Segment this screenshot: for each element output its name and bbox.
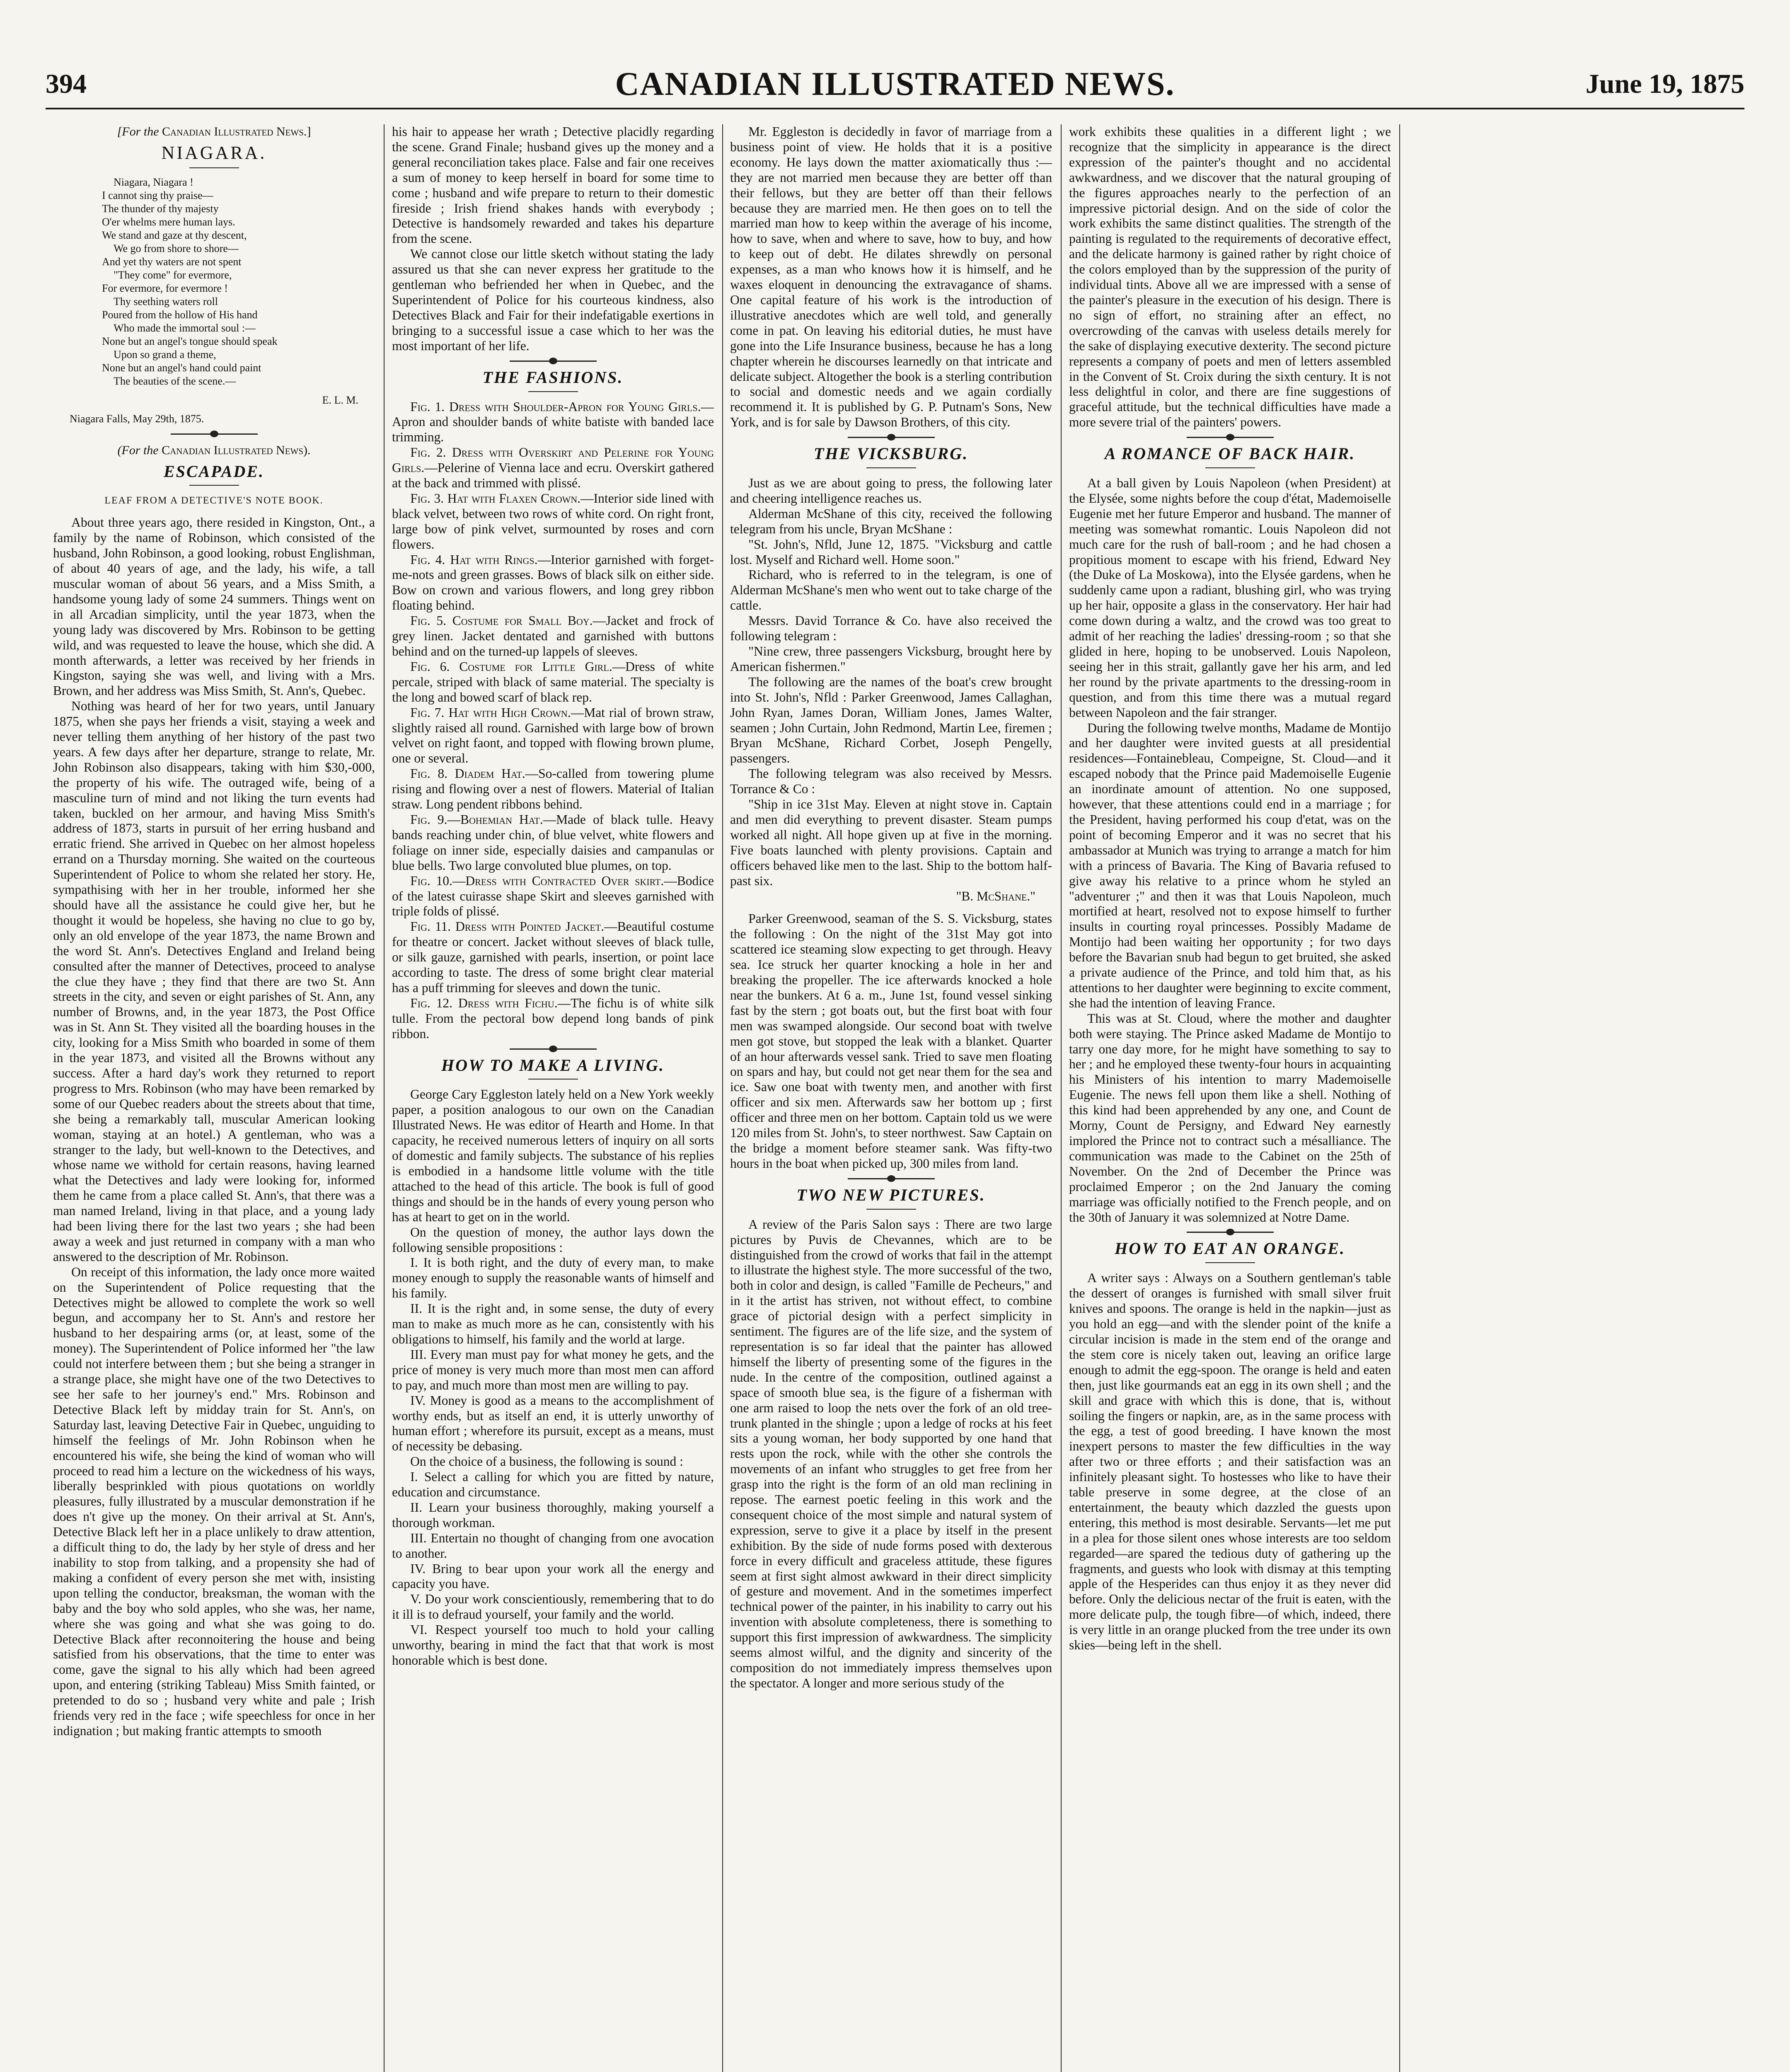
masthead [46, 58, 1744, 109]
column-1 [53, 124, 375, 2072]
section-ornament [848, 1178, 935, 1179]
article-paragraph: On receipt of this information, the lady once more waited on the Superintendent of Police requesting that the Detectives might be allowed to complete the work so well begun, and accompany her to St. Ann's and restore her husband to her despairing arms (or, at least, some of the money). The Superintendent of Police informed her "the law could not interfere between them ; but she being a stranger in a strange place, she might have one of the two Detectives to see her safe to her journey's end." Mrs. Robinson and Detective Black left by midday train for St. Ann's, on Saturday last, leaving Detective Fair in Quebec, unguiding to himself the feelings of Mr. John Robinson when he encountered his wife, she being the kind of woman who will proceed to read him a lecture on the wickedness of his ways, liberally besprinkled with pious quotations on worldly pleasures, fully illustrated by a muscular demonstration if he does n't give up the money. On their arrival at St. Ann's, Detective Black left her in a place unlikely to draw attention, a difficult thing to do, the lady by her style of dress and her inability to stop from talking, and a propensity she had of making a confident of every person she met with, insisting upon telling the conductor, breaksman, the woman with the baby and the boy who sold apples, who she was, her name, where she was going and what she was going to do. Detective Black after reconnoitering the house and being satisfied from his observations, that the time to enter was come, gave the signal to his ally which had been agreed upon, and entering (striking Tableau) Miss Smith fainted, or pretended to do so ; husband very white and pale ; Irish friends very red in the face ; wife speechless for once in her indignation ; but making frantic attempts to smooth [53, 1264, 375, 1738]
poem-line: Poured from the hollow of His hand [102, 308, 258, 321]
escapade-title: ESCAPADE. [164, 462, 264, 481]
article-paragraph: A review of the Paris Salon says : There are two large pictures by Puvis de Chevannes, which are to be distinguished from the crowd of works that fail in the attempt to illustrate the highest style. The more successful of the two, both in color and design, is called "Famille de Pecheurs," and in it the artist has striven, not without effect, to combine grace of pictorial design with a perfect simplicity in sentiment. The figures are of the life size, and the system of representation is so far ideal that the painter has allowed himself the liberty of presenting some of the figures in the nude. In the centre of the composition, outlined against a space of smooth blue sea, is the figure of a fisherman with one arm raised to loop the nets over the fork of an old tree-trunk planted in the shingle ; upon a ledge of rocks at his feet sits a young woman, her body supported by one hand that rests upon the rock, while with the other she controls the movements of an infant who struggles to get free from her grasp into the right is the form of an old man reclining in repose. The earnest poetic feeling in this work and the consequent choice of the most simple and natural system of expression, serve to give it a place by itself in the present exhibition. By the side of nude forms posed with dexterous force in every difficult and graceless attitude, these figures seem at first sight almost awkward in their direct simplicity of gesture and movement. And in the sometimes imperfect technical power of the painter, in his inability to carry out his invention with absolute completeness, there is something to support this first impression of awkwardness. The simplicity seems almost wilful, and the dignity and sincerity of the composition do not immediately impress themselves upon the spectator. A longer and more serious study of the [730, 1217, 1052, 1690]
article-paragraph: Just as we are about going to press, the following later and cheering intelligence reaches us. [730, 476, 1052, 506]
poem-line: None but an angel's hand could paint [102, 361, 261, 374]
article-paragraph: About three years ago, there resided in Kingston, Ont., a family by the name of Robinson, which consisted of the husband, John Robinson, a good looking, robust Englishman, of about 40 years of age, and the lady, his wife, a tall muscular woman of about 56 years, and a Miss Smith, a handsome young lady of some 24 summers. Things went on in all Arcadian simplicity, until the year 1873, when the young lady was discovered by Mrs. Robinson to be getting wild, and was requested to leave the house, which she did. A month afterwards, a letter was received by her friends in Kingston, saying she was well, and living with a Mrs. Brown, and her address was Miss Smith, St. Ann's, Quebec. [53, 515, 375, 698]
article-paragraph: I. It is both right, and the duty of every man, to make money enough to supply the reasonable wants of himself and his family. [392, 1255, 714, 1301]
poem-signature: E. L. M. [322, 394, 358, 406]
poem-line: Who made the immortal soul :— [114, 322, 256, 334]
pictures-title: TWO NEW PICTURES. [796, 1185, 986, 1204]
living-title: HOW TO MAKE A LIVING. [441, 1055, 665, 1075]
article-paragraph: The following telegram was also received by Messrs. Torrance & Co : [730, 766, 1052, 796]
article-paragraph: V. Do your work conscientiously, remembering that to do it ill is to defraud yourself, your family and the world. [392, 1592, 714, 1622]
fashion-item: Fig. 5. Costume for Small Boy.—Jacket and frock of grey linen. Jacket dentated and garnished with buttons behind and on the turned-up lappels of sleeves. [392, 613, 714, 658]
poem-line: We stand and gaze at thy descent, [102, 229, 247, 241]
poem-line: Upon so grand a theme, [114, 348, 216, 361]
section-ornament [510, 1048, 597, 1050]
article-paragraph: his hair to appease her wrath ; Detective placidly regarding the scene. Grand Finale; husband gives up the money and a general reconciliation takes place. False and fair one receives a sum of money to keep herself in board for some time to come ; husband and wife prepare to return to their domestic fireside ; Irish friend shakes hands with everybody ; Detective is handsomely rewarded and takes his departure from the scene. [392, 124, 714, 246]
title-rule [528, 391, 578, 392]
section-ornament [510, 361, 597, 362]
fashion-item: Fig. 8. Diadem Hat.—So-called from towering plume rising and flowing over a nest of flowers. Material of Italian straw. Long pendent ribbons behind. [392, 766, 714, 812]
fashions-title: THE FASHIONS. [482, 368, 624, 387]
section-ornament [1187, 1232, 1274, 1233]
poem-line: "They come" for evermore, [114, 269, 232, 281]
fashion-item: Fig. 6. Costume for Little Girl.—Dress of white percale, striped with black of same material. The specialty is the long and bowed scarf of black rep. [392, 659, 714, 704]
fashion-item: Fig. 11. Dress with Pointed Jacket.—Beautiful costume for theatre or concert. Jacket without sleeves of black tulle, or silk gauze, garnished with pearls, insertion, or point lace according to taste. The dress of some bright clear material has a puff trimming for sleeves and down the tunic. [392, 919, 714, 995]
article-paragraph: Messrs. David Torrance & Co. have also received the following telegram : [730, 613, 1052, 644]
title-rule [866, 467, 916, 468]
article-paragraph: During the following twelve months, Madame de Montijo and her daughter were invited guests at all presidential residences—Fontainebleau, Compeigne, St. Cloud—and it escaped nobody that the Prince paid Mademoiselle Eugenie an inordinate amount of attention. No one supposed, however, that these attentions could end in a marriage ; for the President, having performed his coup d'etat, was on the point of becoming Emperor and it was no secret that his ambassador at Munich was trying to arrange a match for him with a princess of Bavaria. The King of Bavaria refused to give away his relative to a prince whom he styled an "adventurer ;" and then it was that Louis Napoleon, much mortified at heart, resolved not to expose himself to further insults in courting royal princesses. Possibly Madame de Montijo had been waiting her opportunity ; for two days before the Bavarian snub had begun to get bruited, she asked a private audience of the Prince, and told him that, as his attentions to her daughter were beginning to excite comment, she had the intention of leaving France. [1069, 720, 1391, 1010]
poem-line: The beauties of the scene.— [114, 375, 236, 387]
article-paragraph: Alderman McShane of this city, received the following telegram from his uncle, Bryan McShane : [730, 506, 1052, 536]
fashion-item: Fig. 2. Dress with Overskirt and Pelerine for Young Girls.—Pelerine of Vienna lace and ecru. Overskirt gathered at the back and trimmed with plissé. [392, 445, 714, 491]
fashion-item: Fig. 12. Dress with Fichu.—The fichu is of white silk tulle. From the pectoral bow depend long bands of pink ribbon. [392, 995, 714, 1041]
article-paragraph: A writer says : Always on a Southern gentleman's table the dessert of oranges is furnished with small silver fruit knives and spoons. The orange is held in the napkin—just as you hold an egg—and with the slender point of the knife a circular incision is made in the stem end of the orange and the stem core is nicely taken out, leaving an orifice large enough to admit the egg-spoon. The orange is held and eaten then, just like gourmands eat an egg in its own shell ; and the skill and grace with which this is done, that is, without soiling the fingers or napkin, are, as in the same process with the egg, a test of good breeding. I have known the most inexpert persons to master the few difficulties in the way after two or three efforts ; and their satisfaction was an infinitely pleasant sight. To hostesses who like to have their table preserve in some degree, at the close of an entertainment, the beauty which dazzled the guests upon entering, this method is most desirable. Servants—let me put in a plea for those silent ones whose interests are too seldom regarded—are spared the tedious duty of gathering up the fragments, and guests who look with dismay at this tempting apple of the Hesperides can thus enjoy it as they never did before. Only the delicious nectar of the fruit is eaten, with the more delicate pulp, the tough fibre—of which, indeed, there is very little in an orange plucked from the tree under its own skies—being left in the shell. [1069, 1271, 1391, 1653]
poem-line: I cannot sing thy praise— [102, 189, 213, 201]
vicksburg-title: THE VICKSBURG. [813, 444, 969, 463]
column-rule [1399, 124, 1400, 2072]
title-rule [1205, 467, 1255, 468]
page-number: 394 [46, 69, 87, 99]
fashion-item: Fig. 4. Hat with Rings.—Interior garnished with forget-me-nots and green grasses. Bows of black silk on either side. Bow on crown and various flowers, and long grey ribbon floating behind. [392, 552, 714, 613]
section-ornament [848, 437, 935, 438]
column-2 [392, 124, 714, 2072]
telegram-text: "Ship in ice 31st May. Eleven at night stove in. Captain and men did everything to prevent disaster. Steam pumps worked all night. All hope given up at five in the morning. Five boats launched with plenty provisions. Captain and officers behaved like men to the last. Ship to the bottom half-past six. [730, 797, 1052, 888]
article-paragraph: On the choice of a business, the following is sound : [410, 1454, 683, 1469]
article-paragraph: I. Select a calling for which you are fitted by nature, education and circumstance. [392, 1469, 714, 1500]
escapade-subtitle: LEAF FROM A DETECTIVE'S NOTE BOOK. [104, 495, 324, 506]
article-paragraph: Richard, who is referred to in the telegram, is one of Alderman McShane's men who went out to take charge of the cattle. [730, 567, 1052, 613]
fashion-item: Fig. 1. Dress with Shoulder-Apron for Young Girls.—Apron and shoulder bands of white batiste with banded lace trimming. [392, 399, 714, 445]
poem-line: The thunder of thy majesty [102, 202, 219, 215]
orange-title: HOW TO EAT AN ORANGE. [1115, 1239, 1345, 1258]
romance-title: A ROMANCE OF BACK HAIR. [1104, 444, 1356, 463]
column-rule [384, 124, 385, 2072]
article-paragraph: George Cary Eggleston lately held on a New York weekly paper, a position analogous to our own on the Canadian Illustrated News. He was editor of Hearth and Home. In that capacity, he received numerous letters of inquiry on all sorts of domestic and family subjects. The substance of his replies is embodied in a handsome little volume with the title attached to the head of this article. The book is full of good things and should be in the hands of every young person who has at heart to get on in the world. [392, 1087, 714, 1224]
article-paragraph: This was at St. Cloud, where the mother and daughter both were staying. The Prince asked Madame de Montijo to tarry one day more, for he might have something to say to her ; and he employed these twenty-four hours in acquainting his Ministers of his intention to marry Mademoiselle Eugenie. The news fell upon them like a shell. Nothing of this kind had been apprehended by any one, and Count de Morny, Count de Persigny, and Edward Ney earnestly implored the Prince not to contract such a mésalliance. The communication was made to the Cabinet on the 25th of November. On the 2nd of December the Prince was proclaimed Emperor ; on the 2nd January the coming marriage was officially notified to the French people, and on the 30th of January it was solemnized at Notre Dame. [1069, 1011, 1391, 1225]
telegram-text: "Nine crew, three passengers Vicksburg, brought here by American fishermen." [730, 644, 1052, 674]
article-paragraph: We cannot close our little sketch without stating the lady assured us that she can never express her gratitude to the gentleman who befriended her when in Quebec, and the Superintendent of Police for his courteous kindness, also Detectives Black and Fair for their indefatigable exertions in bringing to a successful issue a case which to her was the most important of her life. [392, 247, 714, 353]
telegram-signature: "B. McShane." [956, 888, 1035, 903]
title-rule [866, 1209, 916, 1210]
title-rule [1205, 1262, 1255, 1263]
fashion-item: Fig. 9.—Bohemian Hat.—Made of black tulle. Heavy bands reaching under chin, of blue velvet, white flowers and foliage on inner side, especially daisies and campanulas or blue bells. Two large convoluted blue plumes, on top. [392, 812, 714, 873]
poem-dateline: Niagara Falls, May 29th, 1875. [70, 412, 204, 425]
article-paragraph: The following are the names of the boat's crew brought into St. John's, Nfld : Parker Greenwood, James Callaghan, John Ryan, James Doran, William Jones, James Walter, seamen ; John Curtain, John Redmond, Martin Lee, firemen ; Bryan McShane, Richard Corbet, Joseph Pengelly, passengers. [730, 674, 1052, 766]
poem-verse [102, 176, 375, 388]
poem-line: We go from shore to shore— [114, 242, 239, 254]
column-4 [1069, 124, 1391, 2072]
title-rule [189, 485, 239, 486]
title-rule [189, 167, 239, 168]
article-paragraph: Parker Greenwood, seaman of the S. S. Vicksburg, states the following : On the night of the 31st May got into scattered ice steaming slow expecting to get through. Heavy sea. Ice struck her quarter knocking a hole in her and breaking the propeller. The ice afterwards knocked a hole near the bunkers. At 6 a. m., June 1st, found vessel sinking fast by the stern ; got boats out, but the first boat with four men was swamped alongside. Our second boat with twelve men got stove, but stopped the leak with a blanket. Quarter of an hour afterwards vessel sank. Tried to save men floating on spars and hay, but could not get near them for the sea and ice. Saw one boat with twenty men, and another with first officer and six men. Afterwards saw her bottom up ; first officer and three men on her bottom. Captain told us we were 120 miles from St. John's, to steer northwest. Saw Captain on the bridge a moment before steamer sank. Was fifty-two hours in the boat when picked up, 300 miles from land. [730, 911, 1052, 1171]
issue-date: June 19, 1875 [1585, 69, 1744, 99]
article-paragraph: work exhibits these qualities in a different light ; we recognize that the simplicity in appearance is the direct expression of the painter's thought and no accidental awkwardness, and we discover that the natural grouping of the figures approaches nearly to the perfection of an impressive pictorial design. And on the side of color the work exhibits the same distinct qualities. The strength of the painting is regulated to the requirements of decorative effect, and the delicate harmony is gained rather by right choice of the colors employed than by the suppression of the purity of individual tints. Above all we are impressed with a sense of the painter's pleasure in the execution of his design. There is no sign of effort, no straining after an effect, no overcrowding of the canvas with useless details merely for the sake of displaying executive dexterity. The second picture represents a company of poets and men of letters assembled in the Convent of St. Croix during the sixth century. It is not less delightful in color, and there are fine suggestions of graceful attitude, but the technical difficulties have made a more severe trial of the painters' powers. [1069, 124, 1391, 430]
poem-line: Niagara, Niagara ! [114, 176, 194, 188]
article-paragraph: At a ball given by Louis Napoleon (when President) at the Elysée, some nights before the coup d'état, Mademoiselle Eugenie met her future Emperor and husband. The manner of meeting was somewhat romantic. Louis Napoleon did not much care for the rush of ball-room ; and he had chosen a propitious moment to escape with his friend, Edward Ney (the Duke of La Moskowa), into the Elysée gardens, when he suddenly came upon a radiant, blushing girl, who was trying up her hair, opposite a glass in the conservatory. Her hair had come down during a waltz, and the crowd was too great to admit of her reaching the ladies' dressing-room ; so that she glided in here, hoping to be unobserved. Louis Napoleon, seeing her in this strait, gallantly gave her his arm, and led her round by the private apartments to the dressing-room in question, and from this time there was a mutual regard between Napoleon and the fair stranger. [1069, 476, 1391, 720]
article-paragraph: III. Entertain no thought of changing from one avocation to another. [392, 1530, 714, 1561]
escapade-credit: (For the Canadian Illustrated News). [117, 443, 311, 457]
section-ornament [1187, 437, 1274, 438]
column-rule [722, 124, 723, 2072]
poem-line: O'er whelms mere human lays. [102, 215, 235, 228]
article-paragraph: II. It is the right and, in some sense, the duty of every man to make as much more as he can, consistently with his obligations to himself, his family and the world at large. [392, 1301, 714, 1346]
section-ornament [171, 433, 258, 435]
article-paragraph: VI. Respect yourself too much to hold your calling unworthy, bearing in mind the fact that that work is most honorable which is best done. [392, 1622, 714, 1668]
fashion-item: Fig. 10.—Dress with Contracted Over skirt.—Bodice of the latest cuirasse shape Skirt and sleeves garnished with triple folds of plissé. [392, 873, 714, 919]
poem-credit: [For the Canadian Illustrated News.] [117, 125, 311, 138]
poem-title: NIAGARA. [161, 142, 267, 163]
article-paragraph: II. Learn your business thoroughly, making yourself a thorough workman. [392, 1500, 714, 1530]
column-rule [1061, 124, 1062, 2072]
poem-line: And yet thy waters are not spent [102, 255, 242, 268]
article-paragraph: III. Every man must pay for what money he gets, and the price of money is very much more than most men can afford to pay, and much more than most men are willing to pay. [392, 1347, 714, 1392]
column-3 [730, 124, 1052, 2072]
article-paragraph: Nothing was heard of her for two years, until January 1875, when she pays her friends a visit, staying a week and never telling them anything of her history of the past two years. A few days after her departure, strange to relate, Mr. John Robinson also disappears, taking with him $30,-000, the property of his wife. The outraged wife, being of a masculine turn of mind and not liking the turn events had taken, buckled on her armour, and having Miss Smith's address of 1873, starts in pursuit of her erring husband and erratic friend. She arrived in Quebec on her almost hopeless errand on a Thursday morning. She waited on the courteous Superintendent of Police to whom she related her story. He, sympathising with her in her trouble, informed her she should have all the assistance he could give her, but he thought it would be hopeless, she having no clue to go by, only an old envelope of the year 1873, the name Brown and the word St. Ann's. Detectives England and Ireland being consulted after the manner of Detectives, proceed to analyse the clue they have ; they find that there are two St. Ann streets in the city, and seven or eight parishes of St. Ann, any number of Browns, and, in the year 1873, the Post Office was in St. Ann St. They visited all the boarding houses in the city, looking for a Miss Smith who boarded in some of them in the year 1873, and visited all the Browns without any success. After a hard day's work they returned to report progress to Mrs. Robinson (who may have been remarked by some of our Quebec readers about the streets about that time, she being a remarkably tall, muscular American looking woman, staying at an hotel.) A gentleman, who was a stranger to the lady, but well-known to the Detectives, and whose name we withold for certain reasons, having learned what the Detectives and lady were looking for, informed them he came from a place called St. Ann's, that there was a man named Ireland, living in that place, and a young lady had been living there for the last two years ; she had been away a week and just returned in company with a man who answered to the description of Mr. Robinson. [53, 699, 375, 1264]
telegram-text: "St. John's, Nfld, June 12, 1875. "Vicksburg and cattle lost. Myself and Richard well. Home soon." [730, 537, 1052, 567]
publication-title: CANADIAN ILLUSTRATED NEWS. [615, 66, 1175, 102]
article-paragraph: IV. Bring to bear upon your work all the energy and capacity you have. [392, 1561, 714, 1591]
article-paragraph: Mr. Eggleston is decidedly in favor of marriage from a business point of view. He holds that it is a positive economy. He lays down the matter axiomatically thus :—they are not married men because they are better off than their fellows, but they are better off than their fellows because they are married men. He then goes on to tell the married man how to keep within the average of his income, how to save, when and where to save, how to buy, and how to keep out of debt. He dilates shrewdly on personal expenses, as a man who knows how it is himself, and he waxes eloquent in denouncing the extravagance of shams. One capital feature of his work is the introduction of illustrative anecdotes which are well told, and generally come in pat. On leaving his editorial duties, he must have gone into the Life Insurance business, because he has a long chapter wherein he discourses learnedly on that intricate and delicate subject. Altogether the book is a sterling contribution to social and domestic needs and we again cordially recommend it. It is published by G. P. Putnam's Sons, New York, and is for sale by Dawson Brothers, of this city. [730, 124, 1052, 430]
article-paragraph: IV. Money is good as a means to the accomplishment of worthy ends, but as itself an end, it is utterly unworthy of human effort ; wherefore its pursuit, except as a means, must of necessity be debasing. [392, 1393, 714, 1454]
poem-line: For evermore, for evermore ! [102, 282, 228, 294]
title-rule [528, 1079, 578, 1080]
poem-line: None but an angel's tongue should speak [102, 335, 278, 347]
fashion-item: Fig. 3. Hat with Flaxen Crown.—Interior side lined with black velvet, between two rows of white cord. On right front, large bow of pink velvet, surmounted by roses and corn flowers. [392, 491, 714, 552]
fashion-item: Fig. 7. Hat with High Crown.—Mat rial of brown straw, slightly raised all round. Garnished with large bow of brown velvet on right faont, and topped with flowing brown plume, one or several. [392, 705, 714, 766]
article-paragraph: On the question of money, the author lays down the following sensible propositions : [392, 1225, 714, 1255]
poem-line: Thy seething waters roll [114, 295, 218, 307]
